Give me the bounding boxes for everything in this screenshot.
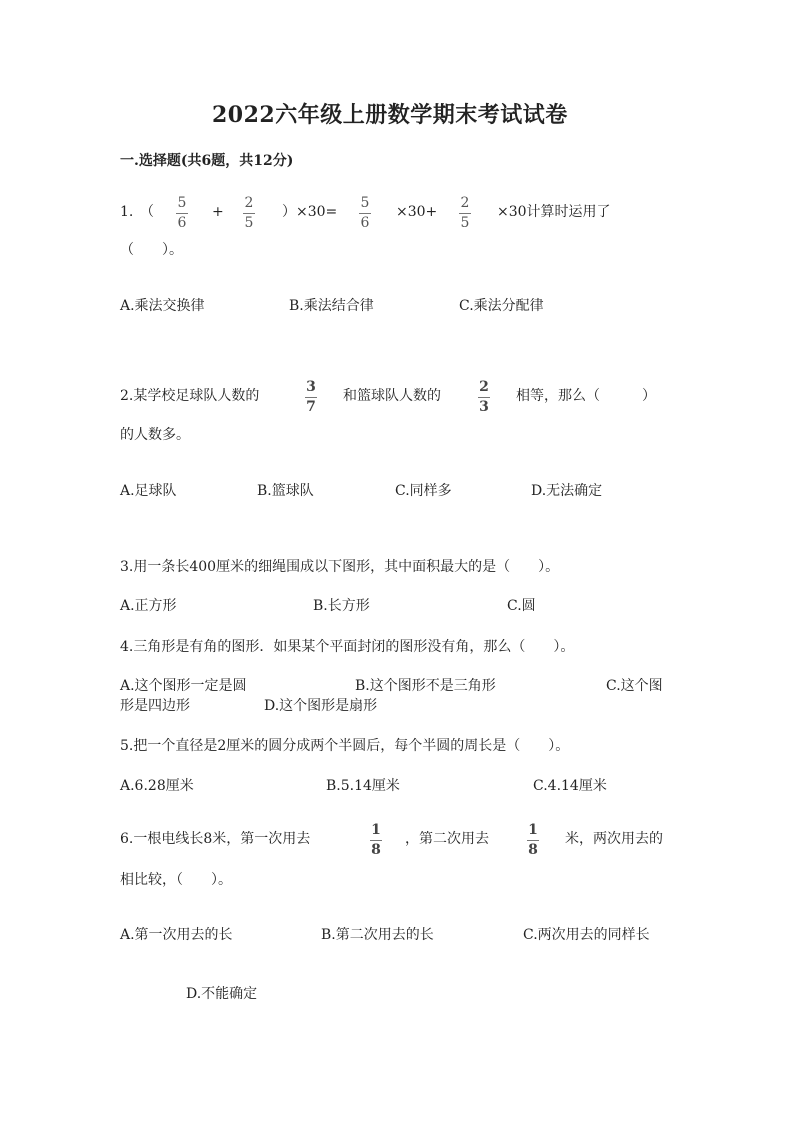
q6-fraction-1 bbox=[370, 823, 382, 858]
q1-f2-numerator: 2 bbox=[244, 195, 254, 211]
q1-number: 1. bbox=[120, 204, 134, 220]
q5-option-c[interactable]: C.4.14厘米 bbox=[533, 778, 607, 794]
q2-option-c[interactable]: C.同样多 bbox=[395, 483, 452, 499]
q1-close-mult: ）×30= bbox=[282, 204, 338, 220]
q4-text: 4.三角形是有角的图形．如果某个平面封闭的图形没有角，那么（ ）。 bbox=[120, 639, 575, 655]
q1-option-b[interactable]: B.乘法结合律 bbox=[289, 298, 374, 314]
q4-option-c-part1[interactable]: C.这个图 bbox=[606, 678, 663, 694]
q6-f2-denominator: 8 bbox=[528, 842, 538, 858]
q1-fraction-1 bbox=[176, 196, 188, 231]
q1-fraction-4 bbox=[459, 196, 471, 231]
q1-f4-numerator: 2 bbox=[460, 195, 470, 211]
q6-f1-numerator: 1 bbox=[371, 822, 381, 838]
q2-text-1: 2.某学校足球队人数的 bbox=[120, 388, 260, 404]
q6-option-a[interactable]: A.第一次用去的长 bbox=[120, 927, 233, 943]
section-heading: 一.选择题(共6题，共12分) bbox=[120, 153, 294, 169]
q2-f1-numerator: 3 bbox=[306, 379, 316, 395]
q6-text-2: ，第二次用去 bbox=[405, 831, 489, 847]
q2-text-3: 相等，那么（ ） bbox=[516, 388, 656, 404]
q4-option-b[interactable]: B.这个图形不是三角形 bbox=[355, 678, 496, 694]
q1-line2: （ ）。 bbox=[120, 242, 183, 258]
q6-f2-numerator: 1 bbox=[528, 822, 538, 838]
q6-option-d[interactable]: D.不能确定 bbox=[186, 986, 258, 1002]
q2-fraction-2 bbox=[478, 380, 490, 415]
q2-text-2: 和篮球队人数的 bbox=[343, 388, 441, 404]
q2-option-d[interactable]: D.无法确定 bbox=[531, 483, 603, 499]
q2-fraction-1 bbox=[305, 380, 317, 415]
q1-fraction-2 bbox=[243, 196, 255, 231]
q1-f2-denominator: 5 bbox=[244, 215, 254, 231]
q2-option-b[interactable]: B.篮球队 bbox=[257, 483, 314, 499]
q3-option-c[interactable]: C.圆 bbox=[507, 598, 536, 614]
q6-text-3: 米，两次用去的 bbox=[565, 831, 663, 847]
q3-option-a[interactable]: A.正方形 bbox=[120, 598, 177, 614]
q2-option-a[interactable]: A.足球队 bbox=[120, 483, 177, 499]
q4-option-a[interactable]: A.这个图形一定是圆 bbox=[120, 678, 247, 694]
q1-f1-denominator: 6 bbox=[177, 215, 187, 231]
q2-f2-numerator: 2 bbox=[479, 379, 489, 395]
q2-line2: 的人数多。 bbox=[120, 427, 190, 443]
q1-end: ×30计算时运用了 bbox=[497, 204, 611, 220]
q5-option-a[interactable]: A.6.28厘米 bbox=[120, 778, 194, 794]
q6-f1-denominator: 8 bbox=[371, 842, 381, 858]
q4-option-d[interactable]: D.这个图形是扇形 bbox=[264, 698, 378, 714]
q5-option-b[interactable]: B.5.14厘米 bbox=[326, 778, 400, 794]
q1-f1-numerator: 5 bbox=[177, 195, 187, 211]
q1-option-a[interactable]: A.乘法交换律 bbox=[120, 298, 205, 314]
q6-option-b[interactable]: B.第二次用去的长 bbox=[321, 927, 434, 943]
q1-plus: + bbox=[212, 204, 224, 220]
q1-f4-denominator: 5 bbox=[460, 215, 470, 231]
q3-text: 3.用一条长400厘米的细绳围成以下图形，其中面积最大的是（ ）。 bbox=[120, 559, 560, 575]
q1-open-paren: （ bbox=[140, 204, 154, 220]
q5-text: 5.把一个直径是2厘米的圆分成两个半圆后，每个半圆的周长是（ ）。 bbox=[120, 738, 570, 754]
q6-line2: 相比较，（ ）。 bbox=[120, 872, 232, 888]
q6-text-1: 6.一根电线长8米，第一次用去 bbox=[120, 831, 311, 847]
q1-f3-denominator: 6 bbox=[360, 215, 370, 231]
q6-option-c[interactable]: C.两次用去的同样长 bbox=[523, 927, 650, 943]
q1-f3-numerator: 5 bbox=[360, 195, 370, 211]
q2-f2-denominator: 3 bbox=[479, 399, 489, 415]
q2-f1-denominator: 7 bbox=[306, 399, 316, 415]
q3-option-b[interactable]: B.长方形 bbox=[313, 598, 370, 614]
q1-fraction-3 bbox=[359, 196, 371, 231]
q1-option-c[interactable]: C.乘法分配律 bbox=[459, 298, 544, 314]
q1-mid: ×30+ bbox=[396, 204, 438, 220]
q4-option-c-part2[interactable]: 形是四边形 bbox=[120, 698, 190, 714]
page-title: 2022六年级上册数学期末考试试卷 bbox=[212, 102, 568, 128]
q6-fraction-2 bbox=[527, 823, 539, 858]
